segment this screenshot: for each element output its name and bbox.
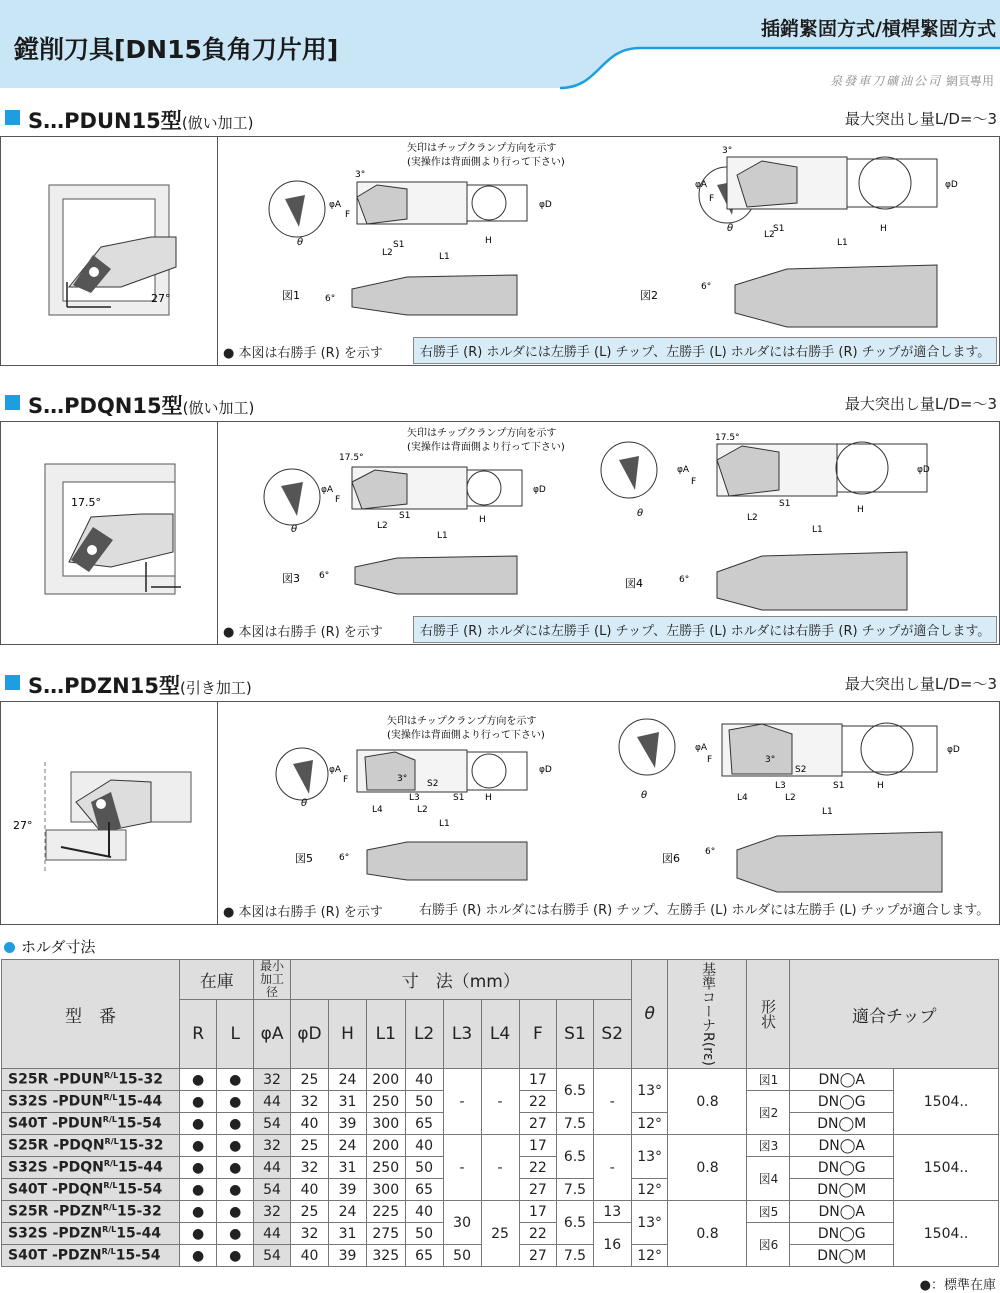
svg-text:L4: L4 [737,793,748,803]
svg-text:φD: φD [539,765,552,775]
section-3-drawing [0,701,1000,925]
svg-text:S1: S1 [453,793,465,803]
section-3-note: ● 本図は右勝手 (R) を示す [223,905,383,920]
page-header [0,0,1000,90]
svg-text:L2: L2 [377,521,388,531]
section-1-drawing [0,136,1000,366]
col-theta: θ [631,960,668,1069]
table-row: S32S $-PDUN^{R/L}15-44$ ● ● 44 32 31 250 50 22 図2 DN◯G [2,1091,999,1113]
svg-text:27°: 27° [151,292,171,305]
col-chip: 適合チップ [790,960,999,1069]
section-2-heading: S…PDQN15型(倣い加工) 最大突出し量L/D=～3 [0,390,1000,416]
section-2-compat: 右勝手 (R) ホルダには左勝手 (L) チップ、左勝手 (L) ホルダには右勝手 (R) チップが適合します。 [413,616,997,643]
svg-text:F: F [691,477,697,487]
svg-text:F: F [343,775,349,785]
svg-text:矢印はチップクランプ方向を示す: 矢印はチップクランプ方向を示す [407,428,557,439]
svg-text:6°: 6° [319,571,330,581]
bullet-icon [4,942,15,953]
svg-text:φA: φA [695,743,708,753]
table-row: S40T $-PDUN^{R/L}15-54$ ● ● 54 40 39 300 65 27 7.5 12° DN◯M [2,1113,999,1135]
svg-text:S2: S2 [795,765,807,775]
svg-text:θ: θ [301,798,308,809]
svg-text:θ: θ [641,790,648,801]
svg-text:φD: φD [533,485,546,495]
table-row: S25R $-PDZN^{R/L}15-32$ ● ● 32 25 24 225 40 30 25 17 6.5 13 13° 0.8 図5 DN◯A 1504.. [2,1201,999,1223]
svg-text:L1: L1 [812,525,823,535]
svg-text:F: F [345,210,351,220]
svg-text:6°: 6° [679,575,690,585]
svg-text:φD: φD [539,200,552,210]
section-marker-icon [5,675,20,690]
svg-text:φA: φA [677,465,690,475]
svg-text:S1: S1 [399,511,411,521]
svg-text:S1: S1 [833,781,845,791]
svg-text:L1: L1 [822,807,833,817]
section-3-name: S…PDZN15型 [28,674,180,698]
svg-text:φD: φD [945,180,958,190]
fig-5-label: 図5 [295,852,313,865]
svg-text:θ: θ [291,524,298,535]
section-2-schematic [1,422,218,644]
svg-text:17.5°: 17.5° [71,496,101,509]
col-min-dia: 最小加工径 [254,960,290,1000]
col-shape: 形状 [747,960,790,1069]
col-model: 型 番 [2,960,180,1069]
stock-note: ●：標準在庫 [919,1278,996,1293]
section-1-ld: 最大突出し量L/D=～3 [844,110,997,128]
svg-text:L2: L2 [747,513,758,523]
section-1-schematic [1,137,218,365]
svg-text:S1: S1 [779,499,791,509]
page-title: 鏜削刀具[DN15負角刀片用] [14,35,339,64]
svg-text:L2: L2 [382,248,393,258]
company-watermark: 泉發車刀礦油公司 網頁專用 [830,74,994,88]
section-marker-icon [5,110,20,125]
svg-text:矢印はチップクランプ方向を示す: 矢印はチップクランプ方向を示す [387,716,537,727]
table-row: S40T $-PDQN^{R/L}15-54$ ● ● 54 40 39 300 65 27 7.5 12° DN◯M [2,1179,999,1201]
col-dims: 寸 法（mm） [290,960,631,1000]
section-1-heading: S…PDUN15型(倣い加工) 最大突出し量L/D=～3 [0,105,1000,131]
svg-text:3°: 3° [722,146,733,156]
col-stock: 在庫 [180,960,254,1000]
section-1-compat: 右勝手 (R) ホルダには左勝手 (L) チップ、左勝手 (L) ホルダには右勝手 (R) チップが適合します。 [413,337,997,364]
section-2-name: S…PDQN15型 [28,394,183,418]
svg-text:6°: 6° [339,853,350,863]
svg-text:(実操作は背面側より行って下さい): (実操作は背面側より行って下さい) [407,157,565,168]
svg-text:H: H [485,236,492,246]
fig-1-label: 図1 [282,289,300,302]
section-2-dimension-drawing [217,422,999,644]
section-2-drawing [0,421,1000,645]
table-title: ホルダ寸法 [4,936,95,957]
svg-text:F: F [707,755,713,765]
svg-text:3°: 3° [397,774,408,784]
fig-2-label: 図2 [640,289,658,302]
svg-text:L3: L3 [775,781,786,791]
svg-text:L4: L4 [372,805,383,815]
svg-text:L2: L2 [417,805,428,815]
svg-text:φD: φD [947,745,960,755]
svg-text:H: H [877,781,884,791]
svg-text:φD: φD [917,465,930,475]
table-row: S40T $-PDZN^{R/L}15-54$ ● ● 54 40 39 325 65 50 27 7.5 12° DN◯M [2,1245,999,1267]
svg-text:θ: θ [637,508,644,519]
svg-text:3°: 3° [765,755,776,765]
svg-text:(実操作は背面側より行って下さい): (実操作は背面側より行って下さい) [407,442,565,453]
section-marker-icon [5,395,20,410]
svg-text:F: F [709,194,715,204]
svg-text:6°: 6° [705,847,716,857]
fig-3-label: 図3 [282,572,300,585]
svg-text:17.5°: 17.5° [339,453,364,463]
table-row: S32S $-PDQN^{R/L}15-44$ ● ● 44 32 31 250 50 22 図4 DN◯G [2,1157,999,1179]
svg-text:L2: L2 [764,230,775,240]
fig-4-label: 図4 [625,577,643,590]
table-row: S25R $-PDUN^{R/L}15-32$ ● ● 32 25 24 200 40 - - 17 6.5 - 13° 0.8 図1 DN◯A 1504.. [2,1069,999,1091]
section-3-heading: S…PDZN15型(引き加工) 最大突出し量L/D=～3 [0,670,1000,696]
section-1-note: ● 本図は右勝手 (R) を示す [223,346,383,361]
svg-text:φA: φA [329,200,342,210]
svg-text:S1: S1 [773,224,785,234]
table-row: S32S $-PDZN^{R/L}15-44$ ● ● 44 32 31 275 50 22 16 図6 DN◯G [2,1223,999,1245]
section-1-dimension-drawing [217,137,999,365]
svg-text:H: H [857,505,864,515]
svg-text:6°: 6° [325,294,336,304]
svg-text:θ: θ [297,237,304,248]
section-3-compat: 右勝手 (R) ホルダには右勝手 (R) チップ、左勝手 (L) ホルダには左勝手 (L) チップが適合します。 [419,903,990,918]
svg-text:φA: φA [321,485,334,495]
svg-text:3°: 3° [355,170,366,180]
svg-text:S1: S1 [393,240,405,250]
svg-text:φA: φA [695,180,708,190]
svg-text:(実操作は背面側より行って下さい): (実操作は背面側より行って下さい) [387,730,545,741]
svg-text:L2: L2 [785,793,796,803]
table-row: S25R $-PDQN^{R/L}15-32$ ● ● 32 25 24 200 40 - - 17 6.5 - 13° 0.8 図3 DN◯A 1504.. [2,1135,999,1157]
section-1-name: S…PDUN15型 [28,109,182,133]
svg-text:27°: 27° [13,819,33,832]
fig-6-label: 図6 [662,852,680,865]
svg-text:L1: L1 [837,238,848,248]
svg-text:L1: L1 [439,252,450,262]
svg-text:L1: L1 [439,819,450,829]
svg-text:H: H [485,793,492,803]
svg-text:H: H [880,224,887,234]
svg-text:S2: S2 [427,779,439,789]
holder-dimension-table: 型 番 在庫 最小加工径 寸 法（mm） θ 基準コーナR(rε) 形状 適合チップ R L φA φD H L1 L2 L3 L4 F S1 S2 S25R $-PDUN^{R/L}15-32$ ● ● 32 25 24 200 40 - - 17 6.5 - 13° 0.8 図1 DN◯A 1504.. S32S $-PDUN^{R/L}15-44$ ● ● 44 32 31 250 50 22 図2 DN◯G S40T $-PDUN^{R/L}15-54$ ● ● 54 40 39 300 65 27 7.5 12° DN◯M S25R $-PDQN^{R/L}15-32$ ● ● 32 25 24 200 40 - - 17 6.5 - 13° 0.8 図3 DN◯A 1504.. S32S $-PDQN^{R/L}15-44$ ● ● 44 32 31 250 50 22 図4 DN◯G S40T $-PDQN^{R/L}15-54$ ● ● 54 40 39 300 65 27 7.5 12° DN◯M S25R $-PDZN^{R/L}15-32$ ● ● 32 25 24 225 40 30 25 17 6.5 13 13° 0.8 図5 DN◯A 1504.. S32S $-PDZN^{R/L}15-44$ ● ● 44 32 31 275 50 22 16 図6 DN◯G S40T $-PDZN^{R/L}15-54$ ● ● 54 40 39 325 65 50 27 7.5 12° DN◯M [1,959,999,1267]
svg-text:θ: θ [727,223,734,234]
svg-text:F: F [335,495,341,505]
svg-text:6°: 6° [701,282,712,292]
clamp-method: 插銷緊固方式/槓桿緊固方式 [761,18,996,40]
svg-text:17.5°: 17.5° [715,433,740,443]
section-3-schematic [1,702,218,924]
svg-text:L3: L3 [409,793,420,803]
section-2-note: ● 本図は右勝手 (R) を示す [223,625,383,640]
col-corner: 基準コーナR(rε) [668,960,747,1069]
section-3-ld: 最大突出し量L/D=～3 [844,675,997,693]
svg-text:φA: φA [329,765,342,775]
svg-text:矢印はチップクランプ方向を示す: 矢印はチップクランプ方向を示す [407,143,557,154]
section-2-ld: 最大突出し量L/D=～3 [844,395,997,413]
svg-text:L1: L1 [437,531,448,541]
svg-text:H: H [479,515,486,525]
section-3-dimension-drawing [217,702,999,924]
